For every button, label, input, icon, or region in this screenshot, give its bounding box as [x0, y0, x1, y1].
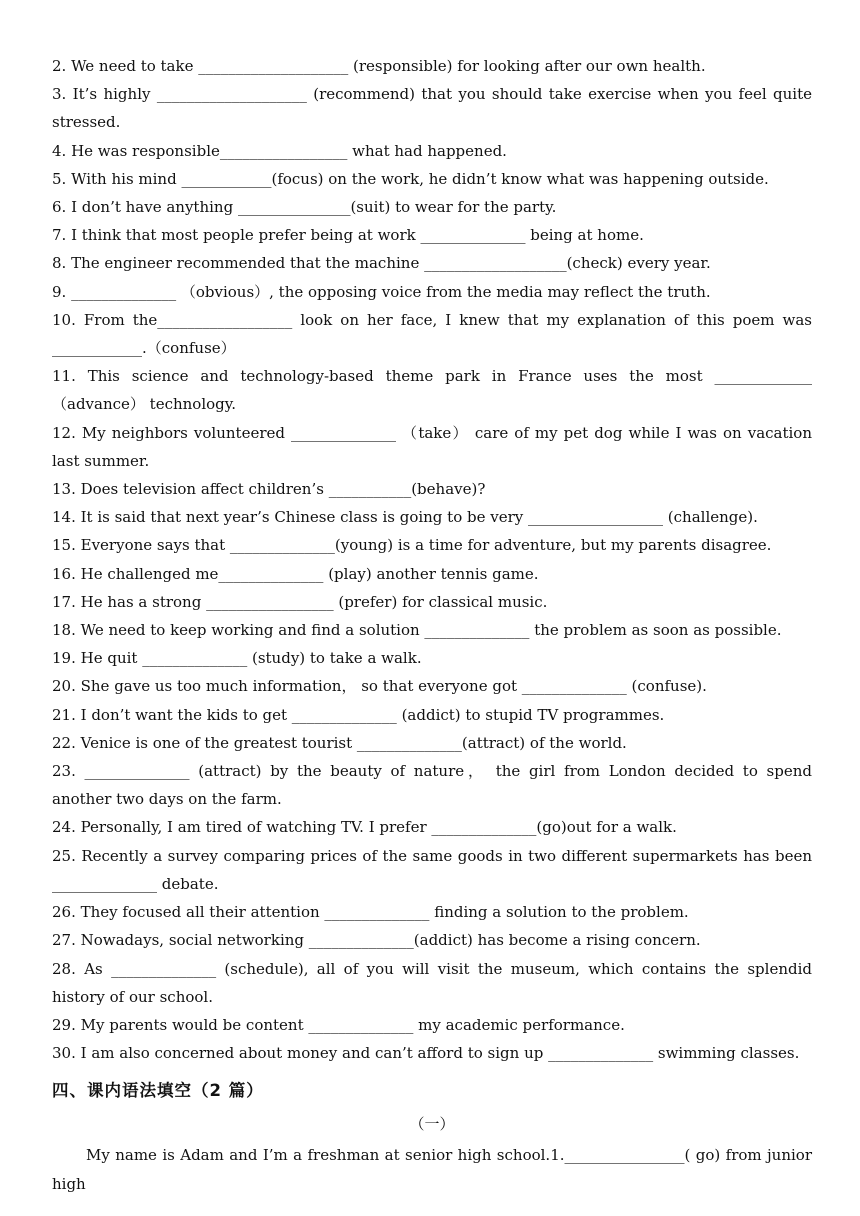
exercise-item: 17. He has a strong _________________ (prefer) for classical music. [52, 592, 548, 611]
passage-number: （一） [409, 1115, 455, 1134]
exercise-item: 13. Does television affect children’s ___________(behave)? [52, 480, 486, 499]
exercise-item: 7. I think that most people prefer being at work ______________ being at home. [52, 226, 644, 245]
document-page [52, 52, 812, 1198]
exercise-item: 20. She gave us too much information， so that everyone got ______________ (confuse). [52, 677, 707, 696]
exercise-list [52, 52, 812, 1067]
exercise-item: 18. We need to keep working and find a solution ______________ the problem as soon as possible. [52, 621, 782, 640]
exercise-item: 9. ______________ （obvious）, the opposing voice from the media may reflect the truth. [52, 282, 711, 301]
exercise-item: 15. Everyone says that ______________(young) is a time for adventure, but my parents disagree. [52, 536, 772, 555]
exercise-item: 22. Venice is one of the greatest tourist ______________(attract) of the world. [52, 733, 627, 752]
exercise-item: 14. It is said that next year’s Chinese class is going to be very __________________ (challenge). [52, 508, 758, 527]
exercise-item: 5. With his mind ____________(focus) on the work, he didn’t know what was happening outside. [52, 169, 769, 188]
exercise-item: 2. We need to take ____________________ (responsible) for looking after our own health. [52, 57, 706, 75]
exercise-item: 29. My parents would be content ______________ my academic performance. [52, 1015, 625, 1034]
exercise-item: 16. He challenged me______________ (play) another tennis game. [52, 564, 539, 583]
exercise-item: 10. From the__________________ look on her face, I knew that my explanation of this poem was ____________.（confuse） [52, 310, 812, 358]
exercise-item: 3. It’s highly ____________________ (recommend) that you should take exercise when you feel quite stressed. [52, 85, 812, 132]
exercise-item: 24. Personally, I am tired of watching TV. I prefer ______________(go)out for a walk. [52, 818, 677, 837]
exercise-item: 21. I don’t want the kids to get ______________ (addict) to stupid TV programmes. [52, 705, 665, 724]
exercise-item: 28. As ______________ (schedule), all of you will visit the museum, which contains the splendid history of our school. [52, 959, 812, 1006]
exercise-item: 6. I don’t have anything _______________(suit) to wear for the party. [52, 198, 557, 217]
exercise-item: 25. Recently a survey comparing prices of the same goods in two different supermarkets has been ______________ debate. [52, 846, 812, 893]
exercise-item: 26. They focused all their attention ______________ finding a solution to the problem. [52, 903, 689, 922]
passage-paragraph: My name is Adam and I’m a freshman at senior high school.1.________________( go) from junior high [52, 1146, 812, 1193]
exercise-item: 27. Nowadays, social networking ______________(addict) has become a rising concern. [52, 931, 701, 950]
exercise-item: 30. I am also concerned about money and can’t afford to sign up ______________ swimming classes. [52, 1044, 800, 1063]
exercise-item: 4. He was responsible_________________ what had happened. [52, 141, 507, 160]
exercise-item: 11. This science and technology-based theme park in France uses the most _____________ （advance） technology. [52, 367, 812, 414]
exercise-item: 19. He quit ______________ (study) to take a walk. [52, 649, 422, 668]
section-title: 四、课内语法填空（2 篇） [52, 1081, 264, 1101]
exercise-item: 23. ______________ (attract) by the beauty of nature， the girl from London decided to spend another two days on the farm. [52, 762, 812, 809]
exercise-item: 12. My neighbors volunteered ______________ （take） care of my pet dog while I was on vacation last summer. [52, 423, 812, 470]
exercise-item: 8. The engineer recommended that the machine ___________________(check) every year. [52, 254, 711, 273]
